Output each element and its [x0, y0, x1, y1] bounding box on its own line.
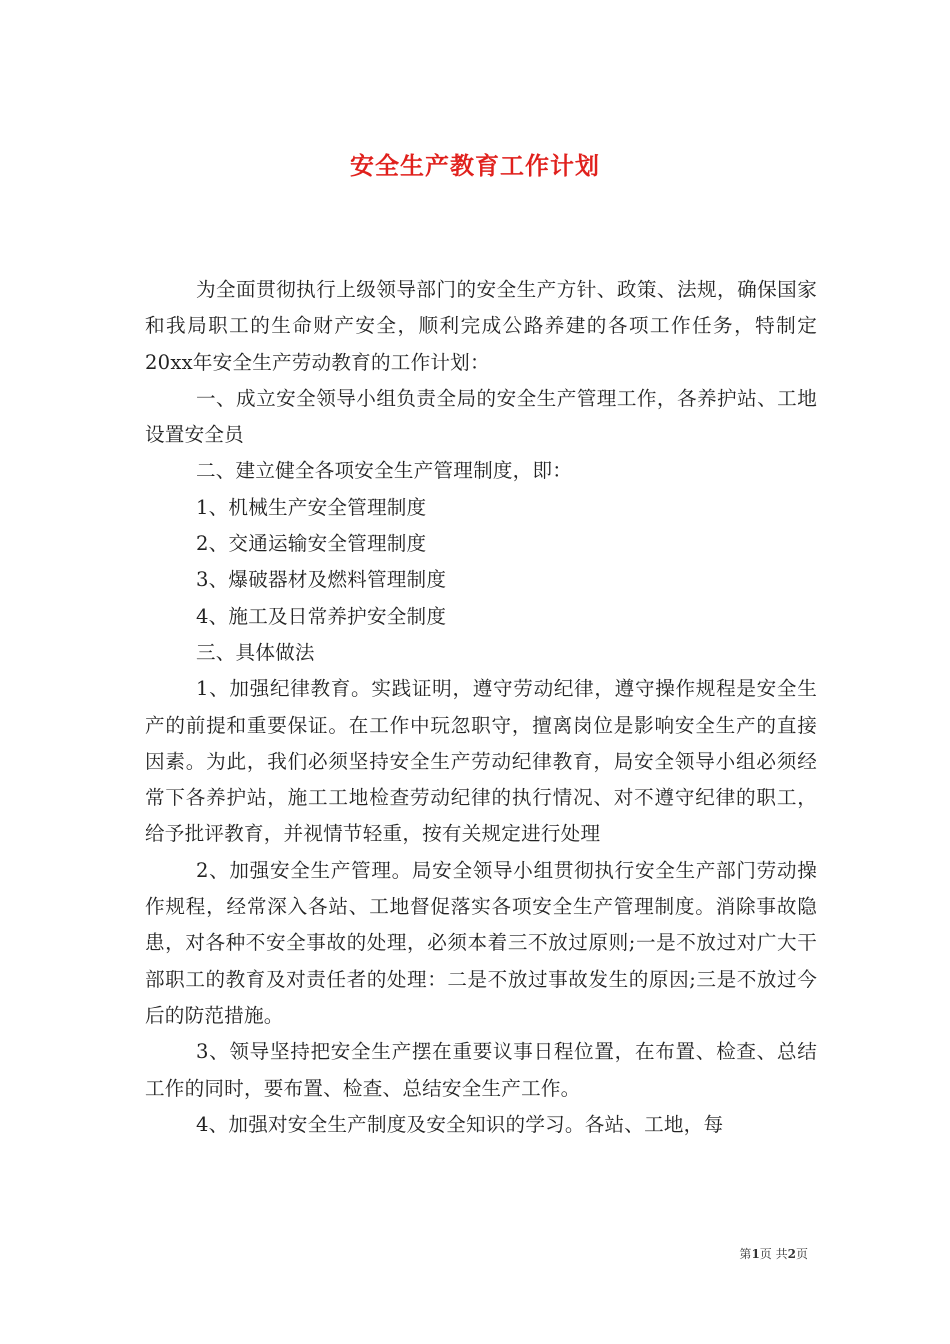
- paragraph-intro: 为全面贯彻执行上级领导部门的安全生产方针、政策、法规，确保国家和我局职工的生命财产安全，顺利完成公路养建的各项工作任务，特制定20xx年安全生产劳动教育的工作计划：: [145, 278, 817, 374]
- list-item-rule-3: 3、爆破器材及燃料管理制度: [195, 568, 447, 592]
- list-item-rule-2: 2、交通运输安全管理制度: [195, 532, 427, 556]
- paragraph-measure-3: 3、领导坚持把安全生产摆在重要议事日程位置，在布置、检查、总结工作的同时，要布置、检查、总结安全生产工作。: [145, 1040, 817, 1100]
- paragraph-measure-1: 1、加强纪律教育。实践证明，遵守劳动纪律，遵守操作规程是安全生产的前提和重要保证。在工作中玩忽职守，擅离岗位是影响安全生产的直接因素。为此，我们必须坚持安全生产劳动纪律教育，局安全领导小组必须经常下各养护站，施工工地检查劳动纪律的执行情况、对不遵守纪律的职工，给予批评教育，并视情节轻重，按有关规定进行处理: [145, 677, 817, 846]
- list-item-rule-1: 1、机械生产安全管理制度: [195, 495, 427, 519]
- paragraph-section-1: 一、成立安全领导小组负责全局的安全生产管理工作，各养护站、工地设置安全员: [145, 386, 817, 447]
- page-footer: [739, 1246, 808, 1262]
- document-title: 安全生产教育工作计划: [350, 151, 600, 181]
- footer-prefix: 第: [739, 1247, 752, 1261]
- footer-middle: 页 共: [759, 1247, 788, 1261]
- paragraph-measure-4: 4、加强对安全生产制度及安全知识的学习。各站、工地，每: [195, 1112, 724, 1136]
- paragraph-measure-2: 2、加强安全生产管理。局安全领导小组贯彻执行安全生产部门劳动操作规程，经常深入各站、工地督促落实各项安全生产管理制度。消除事故隐患，对各种不安全事故的处理，必须本着三不放过原则;一是不放过对广大干部职工的教育及对责任者的处理：二是不放过事故发生的原因;三是不放过今后的防范措施。: [145, 858, 817, 1027]
- list-item-rule-4: 4、施工及日常养护安全制度: [195, 604, 447, 628]
- footer-total-pages: 2: [787, 1247, 796, 1261]
- paragraph-section-2: 二、建立健全各项安全生产管理制度，即：: [195, 459, 573, 483]
- footer-suffix: 页: [795, 1247, 808, 1261]
- document-body: [145, 272, 817, 1143]
- paragraph-section-3: 三、具体做法: [195, 640, 315, 664]
- footer-current-page: 1: [751, 1247, 760, 1261]
